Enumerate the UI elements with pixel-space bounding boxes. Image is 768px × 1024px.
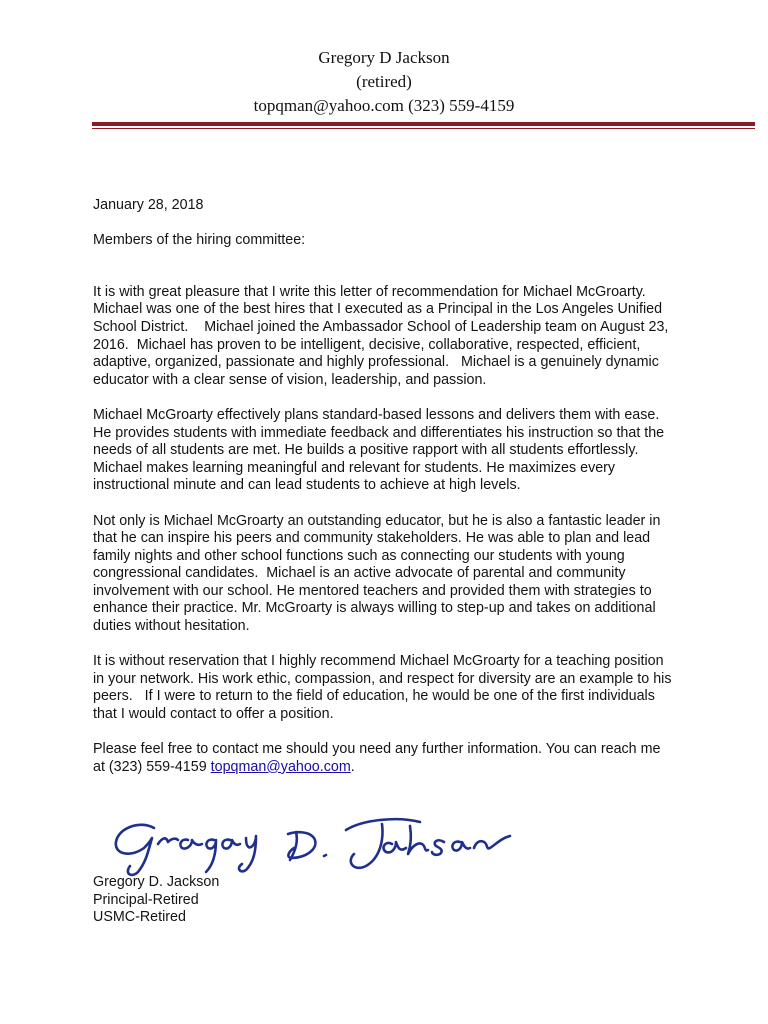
paragraph-introduction: It is with great pleasure that I write this letter of recommendation for Michael McGroarty. Michael was one of the best hires that I executed as a Principal in the Los Angeles Unified School District. Michael joined the Ambassador School of Leadership team on August 23, 2016. Michael has proven to be intelligent, decisive, collaborative, respected, efficient, adaptive, organized, passionate and highly professional. Michael is a genuinely dynamic educator with a clear sense of vision, leadership, and passion. bbox=[93, 283, 673, 388]
letterhead-status: (retired) bbox=[356, 72, 412, 91]
closing-title-principal: Principal-Retired bbox=[93, 891, 199, 908]
letter-salutation: Members of the hiring committee: bbox=[93, 232, 306, 249]
closing-name: Gregory D. Jackson bbox=[93, 874, 220, 890]
contact-end: . bbox=[350, 758, 355, 775]
closing-title-usmc: USMC-Retired bbox=[93, 909, 186, 926]
letterhead-name: Gregory D Jackson bbox=[318, 48, 450, 67]
handwritten-signature bbox=[110, 808, 530, 880]
closing-block bbox=[93, 874, 219, 927]
letterhead-rule-thin bbox=[92, 128, 755, 129]
letterhead-rule-thick bbox=[92, 122, 755, 126]
paragraph-recommendation: It is without reservation that I highly recommend Michael McGroarty for a teaching position in your network. His work ethic, compassion, and respect for diversity are an example to his peers. If I were to return to the field of education, he would be one of the first individuals that I would contact to offer a position. bbox=[93, 653, 676, 723]
letter-body bbox=[93, 197, 676, 794]
paragraph-leadership: Not only is Michael McGroarty an outstanding educator, but he is also a fantastic leader in that he can inspire his peers and community stakeholders. He was able to plan and lead family nights and other school functions such as connecting our students with young congressional candidates. Michael is an active advocate of parental and community involvement with our school. He mentored teachers and provided them with strategies to enhance their practice. Mr. McGroarty is always willing to step-up and takes on additional duties without hesitation. bbox=[93, 512, 665, 635]
letter-date: January 28, 2018 bbox=[93, 197, 204, 213]
paragraph-contact bbox=[93, 741, 673, 776]
contact-text: Please feel free to contact me should you need any further information. You can reach me at (323) 559-4159 bbox=[93, 741, 665, 775]
letterhead-contact: topqman@yahoo.com (323) 559-4159 bbox=[253, 96, 515, 115]
email-link[interactable]: topqman@yahoo.com bbox=[210, 758, 351, 775]
paragraph-teaching: Michael McGroarty effectively plans standard-based lessons and delivers them with ease. He provides students with immediate feedback and differentiates his instruction so that the needs of all students are met. He builds a positive rapport with all students effortlessly. Michael makes learning meaningful and relevant for students. He maximizes every instructional minute and can lead students to achieve at high levels. bbox=[93, 406, 669, 494]
letterhead bbox=[0, 46, 768, 118]
